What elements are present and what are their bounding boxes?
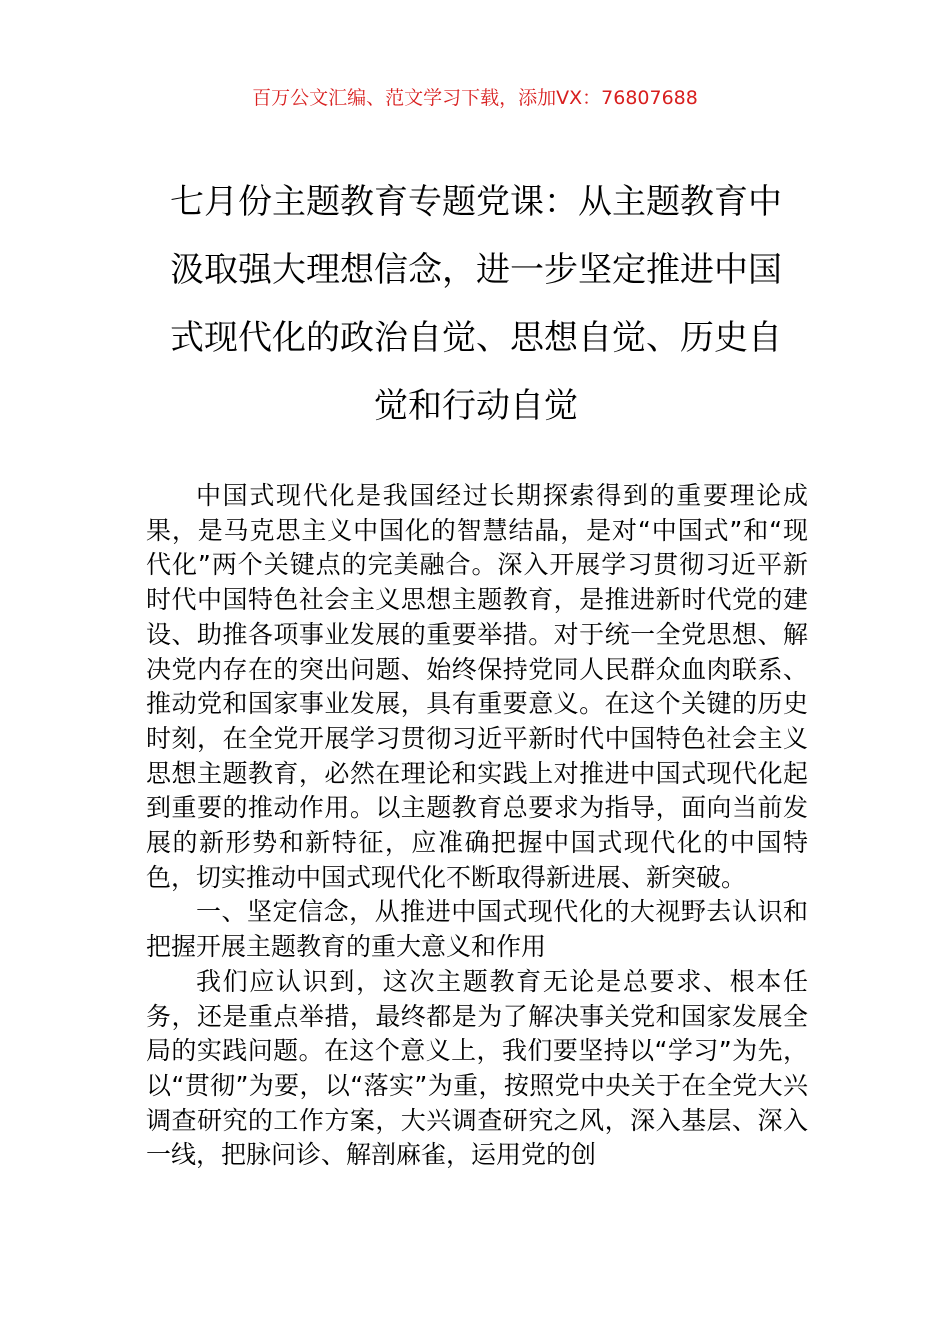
title-line: 式现代化的政治自觉、思想自觉、历史自	[170, 318, 782, 358]
document-title	[140, 168, 812, 440]
title-line: 汲取强大理想信念，进一步坚定推进中国	[170, 250, 782, 290]
download-note: 百万公文汇编、范文学习下载，添加VX：76807688	[252, 87, 698, 109]
title-line: 七月份主题教育专题党课：从主题教育中	[170, 182, 782, 222]
document-body	[146, 479, 808, 1173]
title-line: 觉和行动自觉	[374, 386, 578, 426]
body-paragraph: 我们应认识到，这次主题教育无论是总要求、根本任务，还是重点举措，最终都是为了解决事关党和国家发展全局的实践问题。在这个意义上，我们要坚持以“学习”为先，以“贯彻”为要，以“落实”为重，按照党中央关于在全党大兴调查研究的工作方案，大兴调查研究之风，深入基层、深入一线，把脉问诊、解剖麻雀，运用党的创	[146, 966, 808, 1170]
section-heading: 一、坚定信念，从推进中国式现代化的大视野去认识和把握开展主题教育的重大意义和作用	[146, 897, 808, 962]
body-paragraph: 中国式现代化是我国经过长期探索得到的重要理论成果，是马克思主义中国化的智慧结晶，是对“中国式”和“现代化”两个关键点的完美融合。深入开展学习贯彻习近平新时代中国特色社会主义思想主题教育，是推进新时代党的建设、助推各项事业发展的重要举措。对于统一全党思想、解决党内存在的突出问题、始终保持党同人民群众血肉联系、推动党和国家事业发展，具有重要意义。在这个关键的历史时刻，在全党开展学习贯彻习近平新时代中国特色社会主义思想主题教育，必然在理论和实践上对推进中国式现代化起到重要的推动作用。以主题教育总要求为指导，面向当前发展的新形势和新特征，应准确把握中国式现代化的中国特色，切实推动中国式现代化不断取得新进展、新突破。	[146, 481, 808, 892]
